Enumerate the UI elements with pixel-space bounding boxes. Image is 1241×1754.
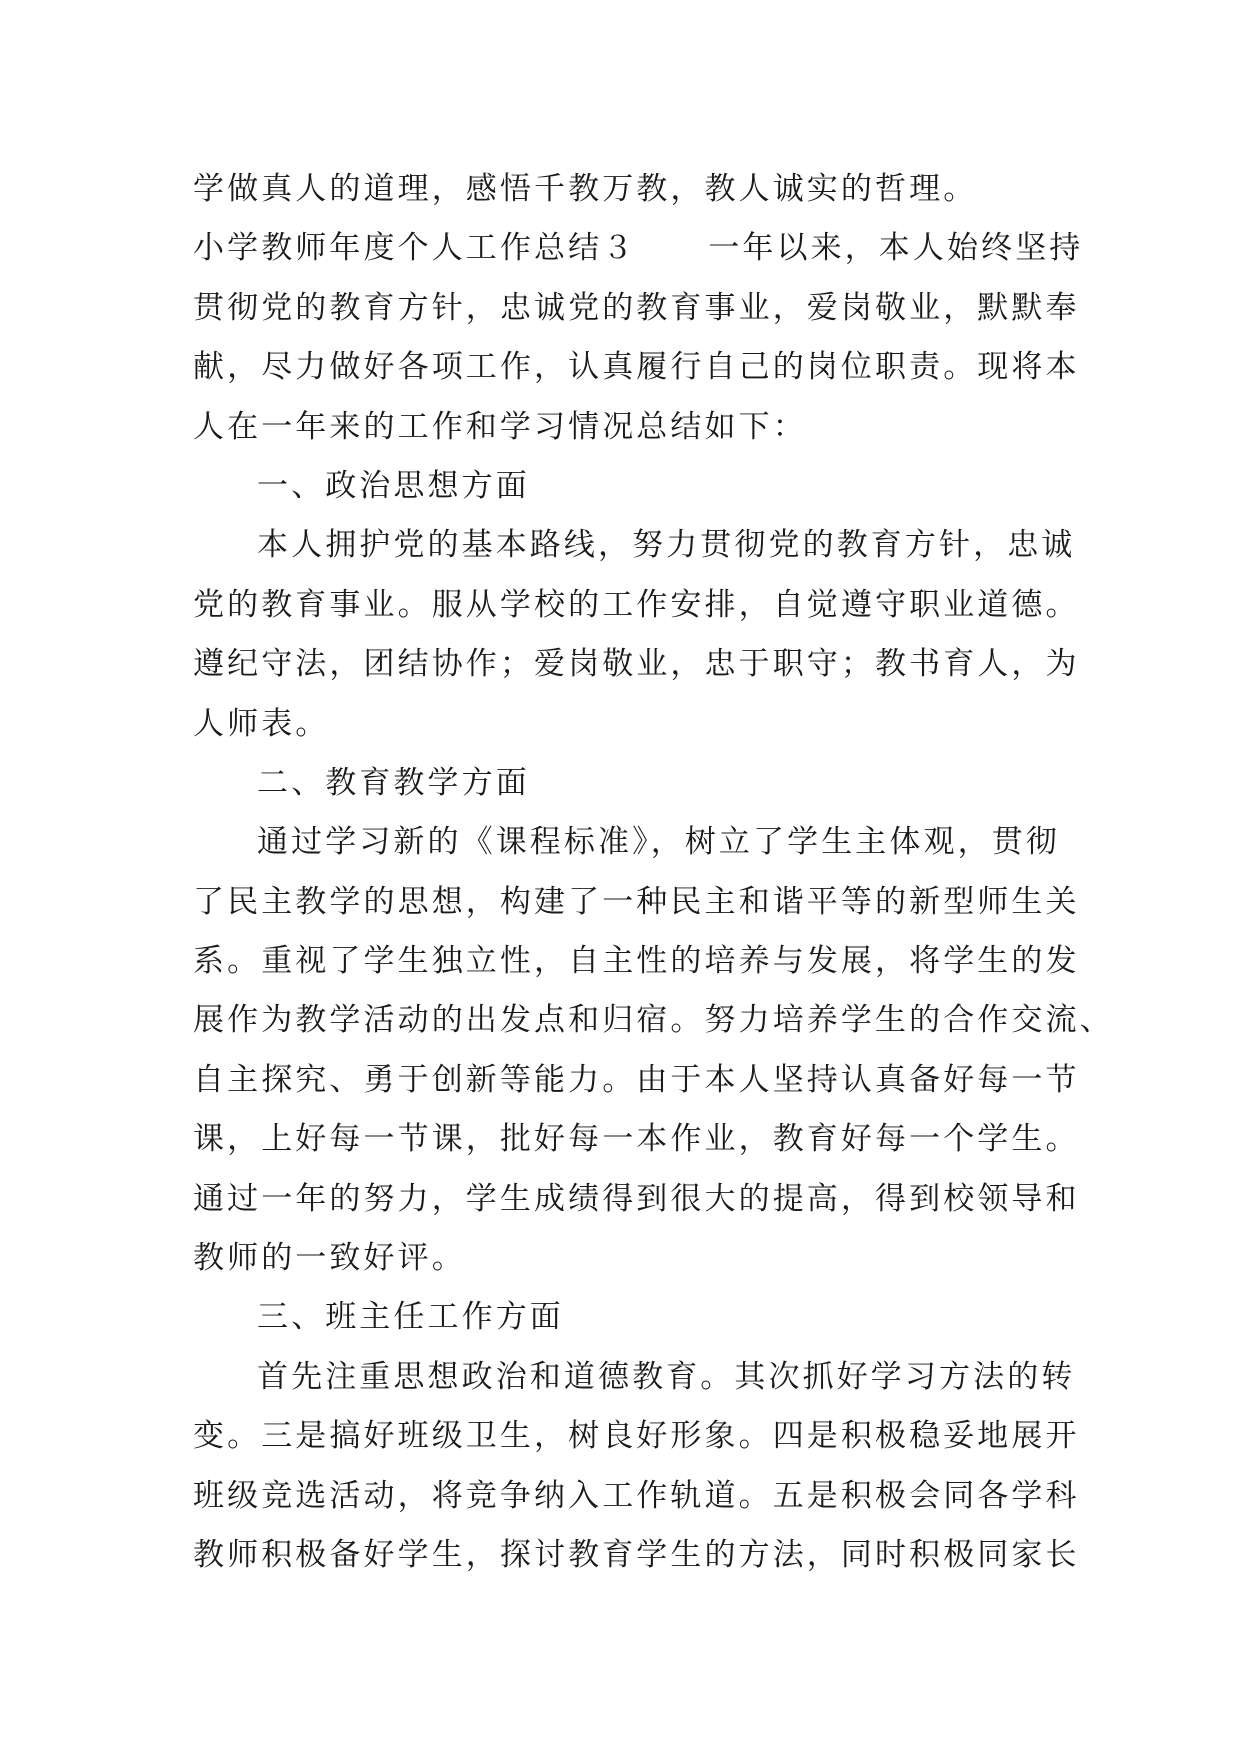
article-heading-line: [193, 219, 1084, 278]
text-line: 教师的一致好评。: [193, 1240, 466, 1277]
text-line: 本人拥护党的基本路线，努力贯彻党的教育方针，忠诚: [257, 527, 1076, 564]
text-line: 课，上好每一节课，批好每一本作业，教育好每一个学生。: [193, 1121, 1080, 1158]
text-line: 学做真人的道理，感悟千教万教，教人诚实的哲理。: [193, 171, 978, 207]
section-heading: 一、政治思想方面: [257, 467, 530, 504]
text-line: 人师表。: [193, 705, 330, 742]
text-line: 遵纪守法，团结协作；爱岗敬业，忠于职守；教书育人，为: [193, 646, 1080, 683]
text-line: 了民主教学的思想，构建了一种民主和谐平等的新型师生关: [193, 883, 1080, 920]
text-line: 班级竞选活动，将竞争纳入工作轨道。五是积极会同各学科: [193, 1477, 1080, 1514]
text-line: 教师积极备好学生，探讨教育学生的方法，同时积极同家长: [193, 1536, 1080, 1573]
section-heading: 三、班主任工作方面: [257, 1299, 564, 1336]
text-line: 一年以来，本人始终坚持: [708, 230, 1084, 267]
text-line: 通过学习新的《课程标准》，树立了学生主体观，贯彻: [257, 824, 1060, 861]
text-line: 首先注重思想政治和道德教育。其次抓好学习方法的转: [257, 1358, 1076, 1395]
article-title: 小学教师年度个人工作总结３: [193, 230, 637, 267]
text-line: 党的教育事业。服从学校的工作安排，自觉遵守职业道德。: [193, 586, 1080, 623]
text-line: 系。重视了学生独立性，自主性的培养与发展，将学生的发: [193, 943, 1080, 980]
text-line: 献，尽力做好各项工作，认真履行自己的岗位职责。现将本: [193, 349, 1080, 386]
text-line: 人在一年来的工作和学习情况总结如下：: [193, 408, 807, 445]
text-line: 自主探究、勇于创新等能力。由于本人坚持认真备好每一节: [193, 1061, 1080, 1098]
section-heading: 二、教育教学方面: [257, 764, 530, 801]
document-body: [193, 160, 1114, 1585]
text-line: 通过一年的努力，学生成绩得到很大的提高，得到校领导和: [193, 1180, 1080, 1217]
text-line: 展作为教学活动的出发点和归宿。努力培养学生的合作交流、: [193, 1002, 1114, 1039]
text-line: 贯彻党的教育方针，忠诚党的教育事业，爱岗敬业，默默奉: [193, 289, 1080, 326]
text-line: 变。三是搞好班级卫生，树良好形象。四是积极稳妥地展开: [193, 1418, 1080, 1455]
